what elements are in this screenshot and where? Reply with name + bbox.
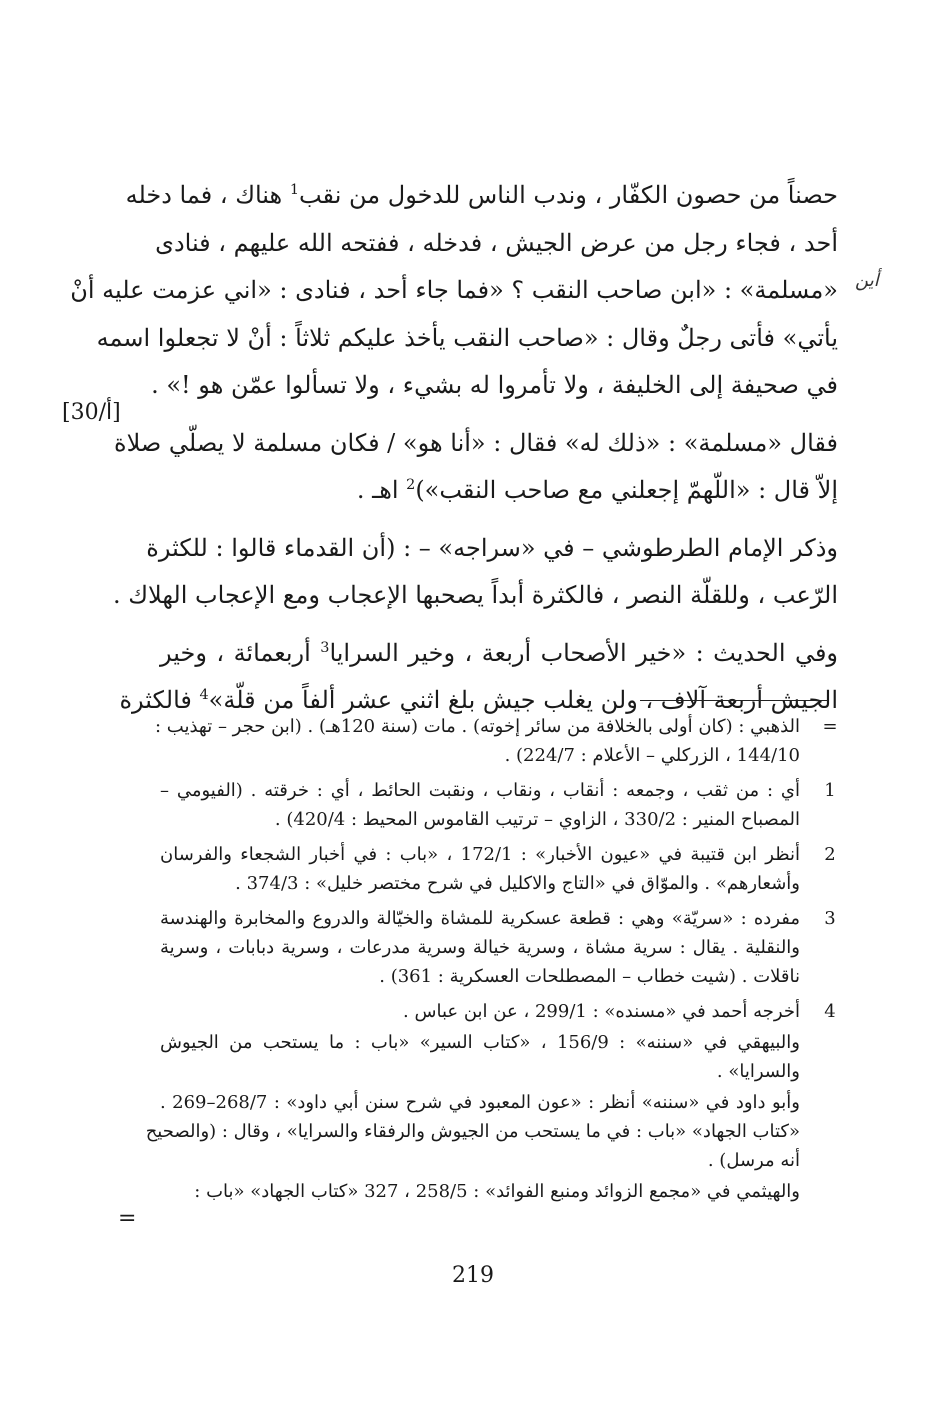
footnote-entry [160, 904, 800, 991]
footnote-line: 144/10 ، الزركلي – الأعلام : 224/7) . [504, 745, 800, 766]
text-line: إلاّ قال : «اللّهمّ إجعلني مع صاحب النقب»)$^2$ اهـ . [356, 476, 838, 504]
footnote-number: 3 [824, 908, 836, 929]
footnote [145, 997, 850, 1206]
footnote [155, 712, 850, 770]
footnote-number: 1 [824, 780, 836, 801]
footnote-ref: 4 [199, 687, 209, 703]
text-line: «مسلمة» : «ابن صاحب النقب ؟ «فما جاء أحد ، فنادى : «اني عزمت عليه أنْ [70, 276, 838, 304]
paragraph [114, 420, 838, 515]
footnote-ref: 2 [406, 477, 416, 493]
text-line: حصناً من حصون الكفّار ، وندب الناس للدخول من نقب$^1$ هناك ، فما دخله [125, 181, 838, 209]
footnote-line: والبيهقي في «سننه» : 156/9 ، «كتاب السير» «باب : ما يستحب من الجيوش [160, 1032, 800, 1053]
footnote-line: «كتاب الجهاد» «باب : في ما يستحب من الجيوش والرفقاء والسرايا» ، وقال : (والصحيح [145, 1121, 800, 1142]
footnote-entry [160, 1028, 800, 1086]
text-line: الرّعب ، وللقلّة النصر ، فالكثرة أبداً يصحبها الإعجاب ومع الإعجاب الهلاك . [113, 581, 838, 609]
footnote [160, 840, 850, 898]
footnote-line: والسرايا» . [716, 1061, 800, 1082]
footnote-line: وأبو داود في «سننه» أنظر : «عون المعبود في شرح سنن أبي داود» : 268/7–269 . [160, 1092, 800, 1113]
text-line: وفي الحديث : «خير الأصحاب أربعة ، وخير السرايا$^3$ أربعمائة ، وخير [160, 638, 839, 667]
footnotes [145, 712, 850, 1212]
text-line: الجيش أربعة آلاف ، ولن يغلب جيش بلغ اثني عشر ألفاً من قلّة»$^4$ فالكثرة [119, 686, 838, 714]
footnote-line: وأشعارهم» . والموّاق في «التاج والاكليل في شرح مختصر خليل» : 374/3 . [235, 873, 800, 894]
page-number: 219 [452, 1263, 494, 1288]
text-line: في صحيفة إلى الخليفة ، ولا تأمروا له بشيء ، ولا تسألوا عمّن هو !» . [151, 371, 838, 399]
footnote-ref: 3 [320, 639, 330, 656]
text-line: أحد ، فجاء رجل من عرض الجيش ، فدخله ، ففتحه الله عليهم ، فنادى [155, 228, 838, 257]
footnote-entry [160, 997, 800, 1026]
footnote-line: أنظر ابن قتيبة في «عيون الأخبار» : 172/1 ، «باب : في أخبار الشجعاء والفرسان [160, 844, 801, 865]
paragraph [70, 172, 838, 410]
footnote-number: 2 [824, 844, 836, 865]
footnote-number: = [822, 716, 838, 737]
footnote-line: الذهبي : (كان أولى بالخلافة من سائر إخوته) . مات (سنة 120هـ) . (ابن حجر – تهذيب : [155, 716, 800, 737]
footnote-ref: 1 [289, 182, 299, 198]
footnote-separator [640, 700, 828, 701]
footnote-line: ناقلات . (شيت خطاب – المصطلحات العسكرية : 361) . [379, 966, 800, 987]
text-line: فقال «مسلمة» : «ذلك له» فقال : «أنا هو» / فكان مسلمة لا يصلّي صلاة [114, 428, 838, 457]
footnote-entry [145, 1088, 800, 1175]
paragraph [119, 630, 839, 725]
continuation-marker: = [118, 1206, 137, 1231]
footnote-line: أنه مرسل) . [707, 1150, 800, 1171]
folio-marker: [30/أ] [62, 400, 121, 425]
footnote-line: والهيثمي في «مجمع الزوائد ومنبع الفوائد» : 258/5 ، 327 «كتاب الجهاد» «باب : [194, 1181, 800, 1202]
paragraph [113, 525, 838, 620]
footnote [160, 776, 850, 834]
footnote-entry [160, 1177, 800, 1206]
text-line: يأتي» فأتى رجلٌ وقال : «صاحب النقب يأخذ عليكم ثلاثاً : أنْ لا تجعلوا اسمه [96, 323, 838, 352]
footnote-number: 4 [824, 1001, 836, 1022]
footnote-line: أي : من ثقب ، وجمعه : أنقاب ، ونقاب ، ونقبت الحائط ، أي : خرقته . (الفيومي – [160, 780, 800, 801]
footnote-line: المصباح المنير : 330/2 ، الزاوي – ترتيب القاموس المحيط : 420/4) . [274, 809, 800, 830]
footnote-entry [160, 776, 800, 834]
footnote-line: مفرده : «سريّة» وهي : قطعة عسكرية للمشاة والخيّالة والدروع والمخابرة والهندسة [160, 908, 800, 929]
footnote-line: أخرجه أحمد في «مسنده» : 299/1 ، عن ابن عباس . [403, 1001, 800, 1022]
text-line: وذكر الإمام الطرطوشي – في «سراجه» – : (أن القدماء قالوا : للكثرة [146, 533, 838, 562]
footnote-entry [160, 840, 800, 898]
footnote-line: والنقلية . يقال : سرية مشاة ، وسرية خيالة وسرية مدرعات ، وسرية دبابات ، وسرية [160, 937, 800, 958]
footnote [160, 904, 850, 991]
margin-note: أين [855, 270, 879, 291]
footnote-entry [155, 712, 800, 770]
